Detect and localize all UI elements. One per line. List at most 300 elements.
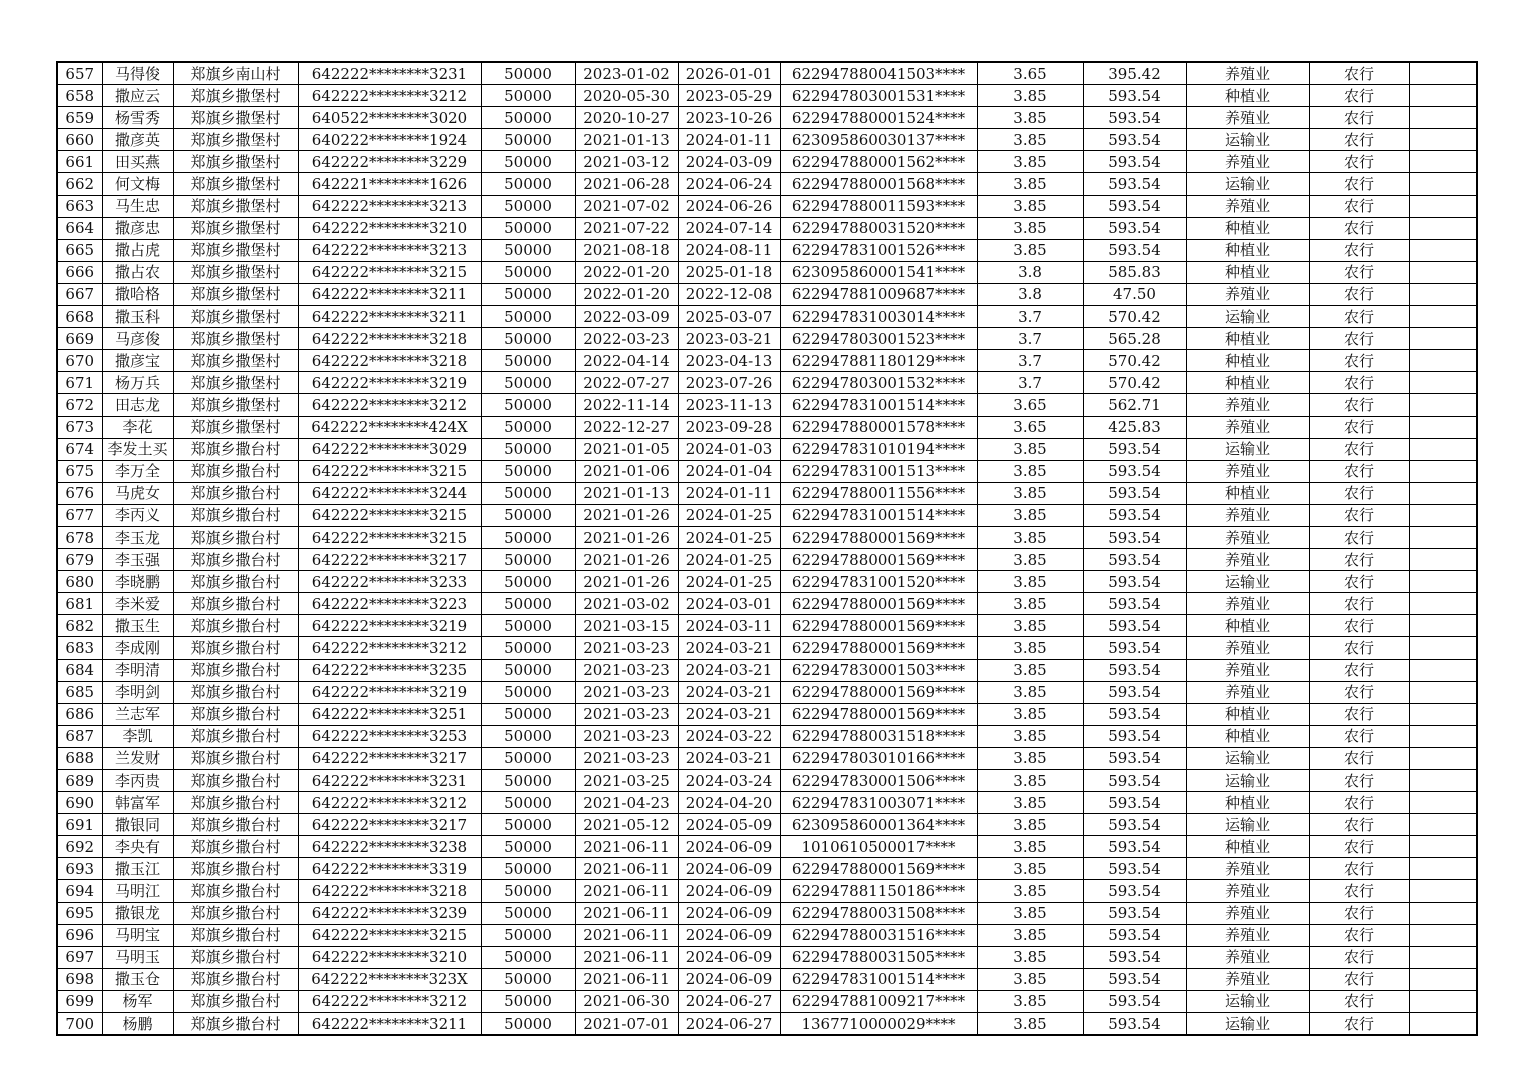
cell-village: 郑旗乡撒台村: [173, 858, 298, 880]
cell-rate: 3.85: [977, 482, 1083, 504]
cell-amount: 50000: [481, 217, 575, 239]
cell-rate: 3.7: [977, 328, 1083, 350]
cell-interest: 593.54: [1083, 681, 1186, 703]
cell-amount: 50000: [481, 372, 575, 394]
cell-amount: 50000: [481, 195, 575, 217]
cell-start-date: 2021-03-23: [575, 703, 678, 725]
cell-rate: 3.85: [977, 659, 1083, 681]
table-row: [57, 814, 1477, 836]
cell-village: 郑旗乡撒堡村: [173, 129, 298, 151]
cell-village: 郑旗乡撒台村: [173, 659, 298, 681]
cell-name: 李玉强: [102, 549, 173, 571]
cell-amount: 50000: [481, 637, 575, 659]
cell-end-date: 2023-10-26: [678, 107, 780, 129]
cell-note: [1409, 283, 1477, 305]
cell-bank: 农行: [1309, 681, 1409, 703]
table-row: [57, 306, 1477, 328]
cell-start-date: 2022-07-27: [575, 372, 678, 394]
cell-industry: 养殖业: [1186, 151, 1309, 173]
cell-end-date: 2024-03-22: [678, 725, 780, 747]
cell-note: [1409, 1013, 1477, 1036]
cell-note: [1409, 858, 1477, 880]
cell-account: 622947880031508****: [780, 902, 977, 924]
cell-account: 622947803001523****: [780, 328, 977, 350]
cell-bank: 农行: [1309, 968, 1409, 990]
cell-id-number: 642222********3029: [298, 438, 481, 460]
cell-account: 622947880001568****: [780, 173, 977, 195]
cell-index: 668: [57, 306, 102, 328]
cell-industry: 养殖业: [1186, 549, 1309, 571]
cell-bank: 农行: [1309, 1013, 1409, 1036]
cell-industry: 种植业: [1186, 350, 1309, 372]
cell-start-date: 2022-03-09: [575, 306, 678, 328]
cell-end-date: 2024-06-26: [678, 195, 780, 217]
cell-interest: 593.54: [1083, 836, 1186, 858]
cell-amount: 50000: [481, 261, 575, 283]
cell-amount: 50000: [481, 593, 575, 615]
cell-rate: 3.85: [977, 151, 1083, 173]
cell-end-date: 2025-03-07: [678, 306, 780, 328]
cell-bank: 农行: [1309, 306, 1409, 328]
cell-index: 694: [57, 880, 102, 902]
cell-start-date: 2021-06-11: [575, 968, 678, 990]
cell-interest: 562.71: [1083, 394, 1186, 416]
cell-name: 何文梅: [102, 173, 173, 195]
cell-start-date: 2022-11-14: [575, 394, 678, 416]
cell-interest: 593.54: [1083, 482, 1186, 504]
cell-account: 622947803010166****: [780, 747, 977, 769]
cell-industry: 养殖业: [1186, 62, 1309, 85]
cell-amount: 50000: [481, 880, 575, 902]
table-row: [57, 217, 1477, 239]
cell-index: 658: [57, 85, 102, 107]
cell-amount: 50000: [481, 615, 575, 637]
cell-village: 郑旗乡撒台村: [173, 571, 298, 593]
cell-industry: 种植业: [1186, 85, 1309, 107]
cell-village: 郑旗乡撒堡村: [173, 195, 298, 217]
cell-end-date: 2024-01-25: [678, 526, 780, 548]
cell-note: [1409, 217, 1477, 239]
cell-end-date: 2024-06-24: [678, 173, 780, 195]
cell-id-number: 642222********3231: [298, 770, 481, 792]
cell-rate: 3.85: [977, 924, 1083, 946]
cell-id-number: 642222********3212: [298, 637, 481, 659]
cell-interest: 570.42: [1083, 372, 1186, 394]
cell-end-date: 2024-01-25: [678, 549, 780, 571]
cell-rate: 3.85: [977, 681, 1083, 703]
cell-amount: 50000: [481, 173, 575, 195]
cell-index: 678: [57, 526, 102, 548]
cell-interest: 593.54: [1083, 659, 1186, 681]
cell-start-date: 2021-01-13: [575, 129, 678, 151]
cell-village: 郑旗乡撒台村: [173, 968, 298, 990]
cell-bank: 农行: [1309, 261, 1409, 283]
cell-industry: 种植业: [1186, 725, 1309, 747]
cell-village: 郑旗乡撒台村: [173, 703, 298, 725]
cell-end-date: 2022-12-08: [678, 283, 780, 305]
cell-index: 682: [57, 615, 102, 637]
cell-name: 撒彦忠: [102, 217, 173, 239]
cell-rate: 3.8: [977, 261, 1083, 283]
cell-end-date: 2024-06-09: [678, 946, 780, 968]
cell-start-date: 2020-10-27: [575, 107, 678, 129]
table-row: [57, 703, 1477, 725]
cell-start-date: 2021-08-18: [575, 239, 678, 261]
table-row: [57, 283, 1477, 305]
cell-note: [1409, 703, 1477, 725]
cell-industry: 养殖业: [1186, 460, 1309, 482]
cell-name: 李花: [102, 416, 173, 438]
cell-note: [1409, 681, 1477, 703]
cell-rate: 3.7: [977, 372, 1083, 394]
cell-interest: 593.54: [1083, 107, 1186, 129]
cell-village: 郑旗乡撒台村: [173, 526, 298, 548]
cell-start-date: 2021-03-02: [575, 593, 678, 615]
cell-village: 郑旗乡撒堡村: [173, 372, 298, 394]
cell-id-number: 642222********3235: [298, 659, 481, 681]
cell-bank: 农行: [1309, 438, 1409, 460]
cell-interest: 593.54: [1083, 571, 1186, 593]
cell-amount: 50000: [481, 438, 575, 460]
cell-village: 郑旗乡撒台村: [173, 681, 298, 703]
cell-end-date: 2024-06-09: [678, 924, 780, 946]
cell-interest: 593.54: [1083, 438, 1186, 460]
cell-village: 郑旗乡撒堡村: [173, 217, 298, 239]
cell-bank: 农行: [1309, 593, 1409, 615]
cell-bank: 农行: [1309, 416, 1409, 438]
cell-bank: 农行: [1309, 725, 1409, 747]
cell-account: 622947831001520****: [780, 571, 977, 593]
cell-name: 兰志军: [102, 703, 173, 725]
cell-amount: 50000: [481, 526, 575, 548]
table-row: [57, 482, 1477, 504]
cell-id-number: 642222********3211: [298, 306, 481, 328]
cell-amount: 50000: [481, 814, 575, 836]
cell-id-number: 642222********3211: [298, 283, 481, 305]
cell-village: 郑旗乡撒堡村: [173, 283, 298, 305]
cell-id-number: 642222********3213: [298, 195, 481, 217]
cell-village: 郑旗乡撒台村: [173, 438, 298, 460]
cell-amount: 50000: [481, 482, 575, 504]
table-row: [57, 1013, 1477, 1036]
table-row: [57, 968, 1477, 990]
cell-bank: 农行: [1309, 814, 1409, 836]
table-row: [57, 328, 1477, 350]
cell-industry: 养殖业: [1186, 637, 1309, 659]
cell-start-date: 2022-01-20: [575, 261, 678, 283]
cell-id-number: 642222********3229: [298, 151, 481, 173]
cell-industry: 种植业: [1186, 703, 1309, 725]
cell-amount: 50000: [481, 549, 575, 571]
cell-account: 622947831001514****: [780, 394, 977, 416]
table-row: [57, 858, 1477, 880]
cell-note: [1409, 770, 1477, 792]
cell-amount: 50000: [481, 151, 575, 173]
cell-account: 622947881009217****: [780, 990, 977, 1012]
cell-amount: 50000: [481, 902, 575, 924]
cell-interest: 47.50: [1083, 283, 1186, 305]
cell-account: 622947803001531****: [780, 85, 977, 107]
table-row: [57, 151, 1477, 173]
cell-industry: 种植业: [1186, 328, 1309, 350]
cell-account: 622947831003071****: [780, 792, 977, 814]
cell-id-number: 642222********3218: [298, 880, 481, 902]
cell-id-number: 642222********3212: [298, 792, 481, 814]
table-row: [57, 438, 1477, 460]
cell-amount: 50000: [481, 990, 575, 1012]
cell-amount: 50000: [481, 747, 575, 769]
cell-account: 622947880041503****: [780, 62, 977, 85]
table-row: [57, 195, 1477, 217]
cell-interest: 593.54: [1083, 173, 1186, 195]
cell-note: [1409, 836, 1477, 858]
cell-end-date: 2023-04-13: [678, 350, 780, 372]
cell-id-number: 642222********3231: [298, 62, 481, 85]
cell-account: 622947880001569****: [780, 858, 977, 880]
cell-bank: 农行: [1309, 504, 1409, 526]
cell-industry: 养殖业: [1186, 880, 1309, 902]
cell-account: 622947880001562****: [780, 151, 977, 173]
cell-industry: 养殖业: [1186, 416, 1309, 438]
cell-id-number: 642222********3319: [298, 858, 481, 880]
cell-id-number: 642222********3213: [298, 239, 481, 261]
cell-index: 660: [57, 129, 102, 151]
cell-account: 622947880001569****: [780, 637, 977, 659]
cell-bank: 农行: [1309, 549, 1409, 571]
cell-interest: 593.54: [1083, 880, 1186, 902]
cell-index: 685: [57, 681, 102, 703]
cell-name: 撒占农: [102, 261, 173, 283]
cell-id-number: 642222********3212: [298, 394, 481, 416]
cell-bank: 农行: [1309, 615, 1409, 637]
cell-industry: 养殖业: [1186, 504, 1309, 526]
cell-rate: 3.85: [977, 549, 1083, 571]
cell-start-date: 2021-06-11: [575, 902, 678, 924]
cell-index: 669: [57, 328, 102, 350]
cell-amount: 50000: [481, 792, 575, 814]
cell-index: 695: [57, 902, 102, 924]
cell-amount: 50000: [481, 703, 575, 725]
cell-industry: 养殖业: [1186, 394, 1309, 416]
cell-index: 666: [57, 261, 102, 283]
cell-start-date: 2021-01-26: [575, 571, 678, 593]
cell-start-date: 2021-03-23: [575, 747, 678, 769]
table-row: [57, 85, 1477, 107]
table-row: [57, 725, 1477, 747]
cell-interest: 565.28: [1083, 328, 1186, 350]
cell-note: [1409, 593, 1477, 615]
cell-interest: 593.54: [1083, 770, 1186, 792]
cell-industry: 种植业: [1186, 372, 1309, 394]
cell-start-date: 2021-06-11: [575, 836, 678, 858]
cell-end-date: 2023-11-13: [678, 394, 780, 416]
cell-name: 李成刚: [102, 637, 173, 659]
table-row: [57, 615, 1477, 637]
cell-account: 623095860030137****: [780, 129, 977, 151]
cell-index: 680: [57, 571, 102, 593]
cell-end-date: 2024-03-24: [678, 770, 780, 792]
cell-end-date: 2023-03-21: [678, 328, 780, 350]
cell-bank: 农行: [1309, 328, 1409, 350]
cell-village: 郑旗乡撒堡村: [173, 239, 298, 261]
cell-note: [1409, 195, 1477, 217]
cell-start-date: 2021-01-26: [575, 526, 678, 548]
cell-note: [1409, 990, 1477, 1012]
cell-start-date: 2023-01-02: [575, 62, 678, 85]
cell-account: 622947880011593****: [780, 195, 977, 217]
cell-amount: 50000: [481, 306, 575, 328]
cell-end-date: 2024-07-14: [678, 217, 780, 239]
cell-index: 689: [57, 770, 102, 792]
cell-bank: 农行: [1309, 946, 1409, 968]
cell-start-date: 2021-03-25: [575, 770, 678, 792]
cell-industry: 运输业: [1186, 438, 1309, 460]
cell-start-date: 2022-03-23: [575, 328, 678, 350]
cell-note: [1409, 151, 1477, 173]
cell-note: [1409, 350, 1477, 372]
cell-account: 622947880001569****: [780, 593, 977, 615]
cell-village: 郑旗乡撒台村: [173, 924, 298, 946]
cell-name: 兰发财: [102, 747, 173, 769]
table-row: [57, 902, 1477, 924]
cell-amount: 50000: [481, 350, 575, 372]
cell-bank: 农行: [1309, 858, 1409, 880]
cell-note: [1409, 659, 1477, 681]
cell-amount: 50000: [481, 770, 575, 792]
cell-account: 622947831001526****: [780, 239, 977, 261]
cell-amount: 50000: [481, 924, 575, 946]
cell-note: [1409, 968, 1477, 990]
cell-amount: 50000: [481, 283, 575, 305]
table-row: [57, 129, 1477, 151]
cell-industry: 运输业: [1186, 129, 1309, 151]
cell-start-date: 2022-04-14: [575, 350, 678, 372]
cell-end-date: 2024-03-21: [678, 681, 780, 703]
cell-name: 撒彦英: [102, 129, 173, 151]
cell-rate: 3.85: [977, 637, 1083, 659]
cell-rate: 3.65: [977, 416, 1083, 438]
cell-name: 马得俊: [102, 62, 173, 85]
cell-amount: 50000: [481, 62, 575, 85]
cell-amount: 50000: [481, 504, 575, 526]
cell-id-number: 642222********3218: [298, 328, 481, 350]
cell-name: 李玉龙: [102, 526, 173, 548]
cell-end-date: 2024-01-03: [678, 438, 780, 460]
cell-note: [1409, 372, 1477, 394]
cell-village: 郑旗乡撒堡村: [173, 350, 298, 372]
cell-name: 韩富军: [102, 792, 173, 814]
cell-village: 郑旗乡撒台村: [173, 747, 298, 769]
cell-end-date: 2024-01-25: [678, 571, 780, 593]
cell-start-date: 2021-01-26: [575, 549, 678, 571]
cell-id-number: 642222********424X: [298, 416, 481, 438]
cell-industry: 养殖业: [1186, 195, 1309, 217]
cell-index: 673: [57, 416, 102, 438]
table-row: [57, 261, 1477, 283]
cell-name: 撒玉生: [102, 615, 173, 637]
cell-note: [1409, 571, 1477, 593]
cell-id-number: 642221********1626: [298, 173, 481, 195]
cell-name: 李丙贵: [102, 770, 173, 792]
cell-note: [1409, 239, 1477, 261]
cell-id-number: 642222********3215: [298, 504, 481, 526]
cell-index: 683: [57, 637, 102, 659]
cell-name: 杨雪秀: [102, 107, 173, 129]
cell-index: 690: [57, 792, 102, 814]
cell-account: 622947831001514****: [780, 504, 977, 526]
cell-end-date: 2024-03-21: [678, 659, 780, 681]
table-row: [57, 526, 1477, 548]
cell-start-date: 2022-12-27: [575, 416, 678, 438]
cell-end-date: 2024-06-09: [678, 968, 780, 990]
cell-bank: 农行: [1309, 107, 1409, 129]
cell-start-date: 2021-03-23: [575, 637, 678, 659]
cell-name: 撒玉科: [102, 306, 173, 328]
cell-village: 郑旗乡撒堡村: [173, 328, 298, 350]
cell-village: 郑旗乡撒台村: [173, 770, 298, 792]
cell-note: [1409, 460, 1477, 482]
cell-rate: 3.7: [977, 350, 1083, 372]
table-row: [57, 504, 1477, 526]
cell-end-date: 2024-03-09: [678, 151, 780, 173]
cell-rate: 3.85: [977, 990, 1083, 1012]
cell-index: 662: [57, 173, 102, 195]
cell-account: 622947880001524****: [780, 107, 977, 129]
cell-industry: 运输业: [1186, 990, 1309, 1012]
cell-account: 622947881150186****: [780, 880, 977, 902]
cell-name: 撒占虎: [102, 239, 173, 261]
table-row: [57, 416, 1477, 438]
cell-rate: 3.85: [977, 217, 1083, 239]
cell-index: 698: [57, 968, 102, 990]
cell-rate: 3.85: [977, 571, 1083, 593]
cell-bank: 农行: [1309, 283, 1409, 305]
cell-start-date: 2021-06-11: [575, 946, 678, 968]
cell-industry: 种植业: [1186, 792, 1309, 814]
cell-rate: 3.85: [977, 85, 1083, 107]
cell-amount: 50000: [481, 968, 575, 990]
cell-start-date: 2022-01-20: [575, 283, 678, 305]
cell-industry: 养殖业: [1186, 659, 1309, 681]
table-row: [57, 107, 1477, 129]
cell-industry: 种植业: [1186, 615, 1309, 637]
table-row: [57, 681, 1477, 703]
cell-id-number: 642222********3215: [298, 261, 481, 283]
cell-index: 686: [57, 703, 102, 725]
table-row: [57, 593, 1477, 615]
cell-village: 郑旗乡撒台村: [173, 549, 298, 571]
cell-rate: 3.85: [977, 792, 1083, 814]
cell-account: 622947880031520****: [780, 217, 977, 239]
cell-index: 664: [57, 217, 102, 239]
cell-end-date: 2024-01-04: [678, 460, 780, 482]
cell-bank: 农行: [1309, 659, 1409, 681]
cell-id-number: 642222********3251: [298, 703, 481, 725]
table-row: [57, 946, 1477, 968]
cell-name: 撒应云: [102, 85, 173, 107]
cell-industry: 养殖业: [1186, 283, 1309, 305]
cell-index: 699: [57, 990, 102, 1012]
cell-index: 676: [57, 482, 102, 504]
cell-end-date: 2023-07-26: [678, 372, 780, 394]
cell-end-date: 2024-01-11: [678, 129, 780, 151]
cell-account: 1010610500017****: [780, 836, 977, 858]
cell-rate: 3.85: [977, 747, 1083, 769]
cell-index: 681: [57, 593, 102, 615]
cell-rate: 3.85: [977, 770, 1083, 792]
cell-interest: 593.54: [1083, 460, 1186, 482]
cell-village: 郑旗乡撒台村: [173, 902, 298, 924]
